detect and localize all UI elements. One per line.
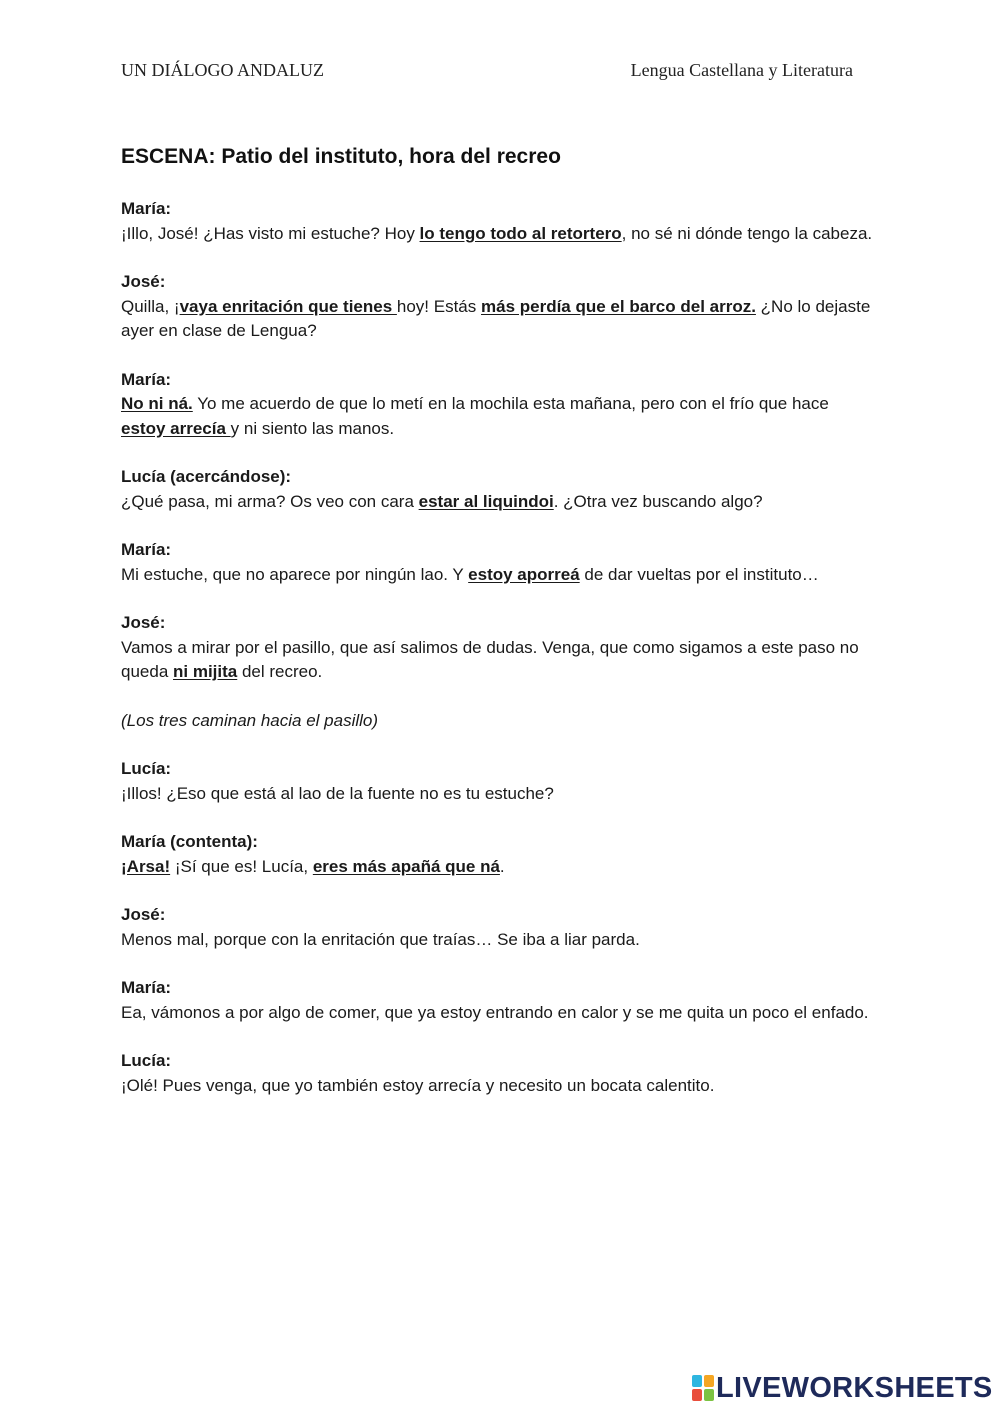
speech-line — [121, 782, 876, 807]
stage-direction-text: (Los tres caminan hacia el pasillo) — [121, 710, 379, 730]
highlighted-expression: estoy arrecía — [121, 418, 231, 438]
dialogue-entry — [121, 465, 876, 514]
speech-text: , no sé ni dónde tengo la cabeza. — [621, 223, 873, 243]
speech-line — [121, 636, 876, 685]
speech-text: ¡Illo, José! ¿Has visto mi estuche? Hoy — [121, 223, 420, 243]
highlighted-expression: más perdía que el barco del arroz. — [481, 296, 756, 316]
speech-line — [121, 295, 876, 344]
header-subject: Lengua Castellana y Literatura — [630, 60, 853, 80]
speech-text: . — [499, 856, 505, 876]
speech-text: ¡Illos! ¿Eso que está al lao de la fuente no es tu estuche? — [121, 783, 554, 803]
speech-text: del recreo. — [237, 662, 323, 681]
speech-line — [121, 222, 876, 247]
speaker-name: José: — [121, 272, 166, 291]
speech-line — [121, 1074, 876, 1099]
speech-text: Quilla, ¡ — [121, 296, 180, 316]
highlighted-expression: ¡Arsa! — [121, 856, 171, 876]
highlighted-expression: estar al liquindoi — [418, 491, 554, 511]
dialogue-entry — [121, 757, 876, 806]
speaker-name: María: — [121, 978, 172, 997]
stage-direction — [121, 709, 876, 734]
speech-line — [121, 490, 876, 515]
dialogue-entry — [121, 1049, 876, 1098]
speaker-name: Lucía (acercándose): — [121, 467, 292, 486]
speech-text: ¡Olé! Pues venga, que yo también estoy arrecía y necesito un bocata calentito. — [121, 1075, 715, 1095]
speaker-name: María: — [121, 369, 172, 389]
speaker-name: María: — [121, 540, 172, 559]
speech-text: Yo me acuerdo de que lo metí en la mochila esta mañana, pero con el frío que hace — [192, 394, 829, 413]
speech-text: Menos mal, porque con la enritación que traías… Se iba a liar parda. — [121, 929, 640, 949]
speaker-name: María (contenta): — [121, 832, 258, 851]
speech-text: Ea, vámonos a por algo de comer, que ya estoy entrando en calor y se me quita un poco el enfado. — [121, 1002, 869, 1022]
dialogue-entry — [121, 270, 876, 344]
speech-line — [121, 392, 876, 441]
dialogue-entry — [121, 538, 876, 587]
highlighted-expression: estoy aporreá — [468, 564, 580, 584]
speaker-name: Lucía: — [121, 759, 172, 778]
liveworksheets-logo[interactable] — [692, 1373, 993, 1403]
dialogue-entry — [121, 611, 876, 685]
dialogue-entry — [121, 903, 876, 952]
speaker-name: Lucía: — [121, 1051, 172, 1070]
speech-text: ¡Sí que es! Lucía, — [170, 856, 313, 876]
speech-line — [121, 855, 876, 880]
dialogue-entry — [121, 830, 876, 879]
speech-text: hoy! Estás — [396, 296, 481, 316]
highlighted-expression: ni mijita — [173, 662, 238, 681]
logo-text: LIVEWORKSHEETS — [716, 1372, 993, 1404]
speech-text: y ni siento las manos. — [230, 418, 395, 438]
dialogue — [121, 197, 876, 1122]
highlighted-expression: vaya enritación que tienes — [179, 296, 397, 316]
speech-text: Mi estuche, que no aparece por ningún lao. Y — [121, 564, 469, 584]
speech-text: ¿No lo dejaste ayer en clase de Lengua? — [121, 296, 871, 340]
speech-line — [121, 928, 876, 953]
highlighted-expression: No ni ná. — [121, 394, 193, 413]
speech-text: ¿Qué pasa, mi arma? Os veo con cara — [121, 491, 419, 511]
speaker-name: María: — [121, 199, 172, 218]
dialogue-entry — [121, 197, 876, 246]
speech-text: de dar vueltas por el instituto… — [579, 564, 819, 584]
speech-text: . ¿Otra vez buscando algo? — [553, 491, 763, 511]
dialogue-entry — [121, 368, 876, 442]
highlighted-expression: lo tengo todo al retortero — [419, 223, 622, 243]
liveworksheets-logo-icon — [692, 1375, 714, 1401]
speaker-name: José: — [121, 613, 166, 632]
highlighted-expression: eres más apañá que ná — [312, 856, 500, 876]
speech-line — [121, 563, 876, 588]
header-document-title: UN DIÁLOGO ANDALUZ — [121, 60, 324, 80]
speech-line — [121, 1001, 876, 1026]
dialogue-entry — [121, 976, 876, 1025]
scene-title: ESCENA: Patio del instituto, hora del recreo — [121, 145, 561, 168]
speaker-name: José: — [121, 905, 166, 924]
speech-text: Vamos a mirar por el pasillo, que así salimos de dudas. Venga, que como sigamos a este paso no queda — [121, 637, 859, 681]
